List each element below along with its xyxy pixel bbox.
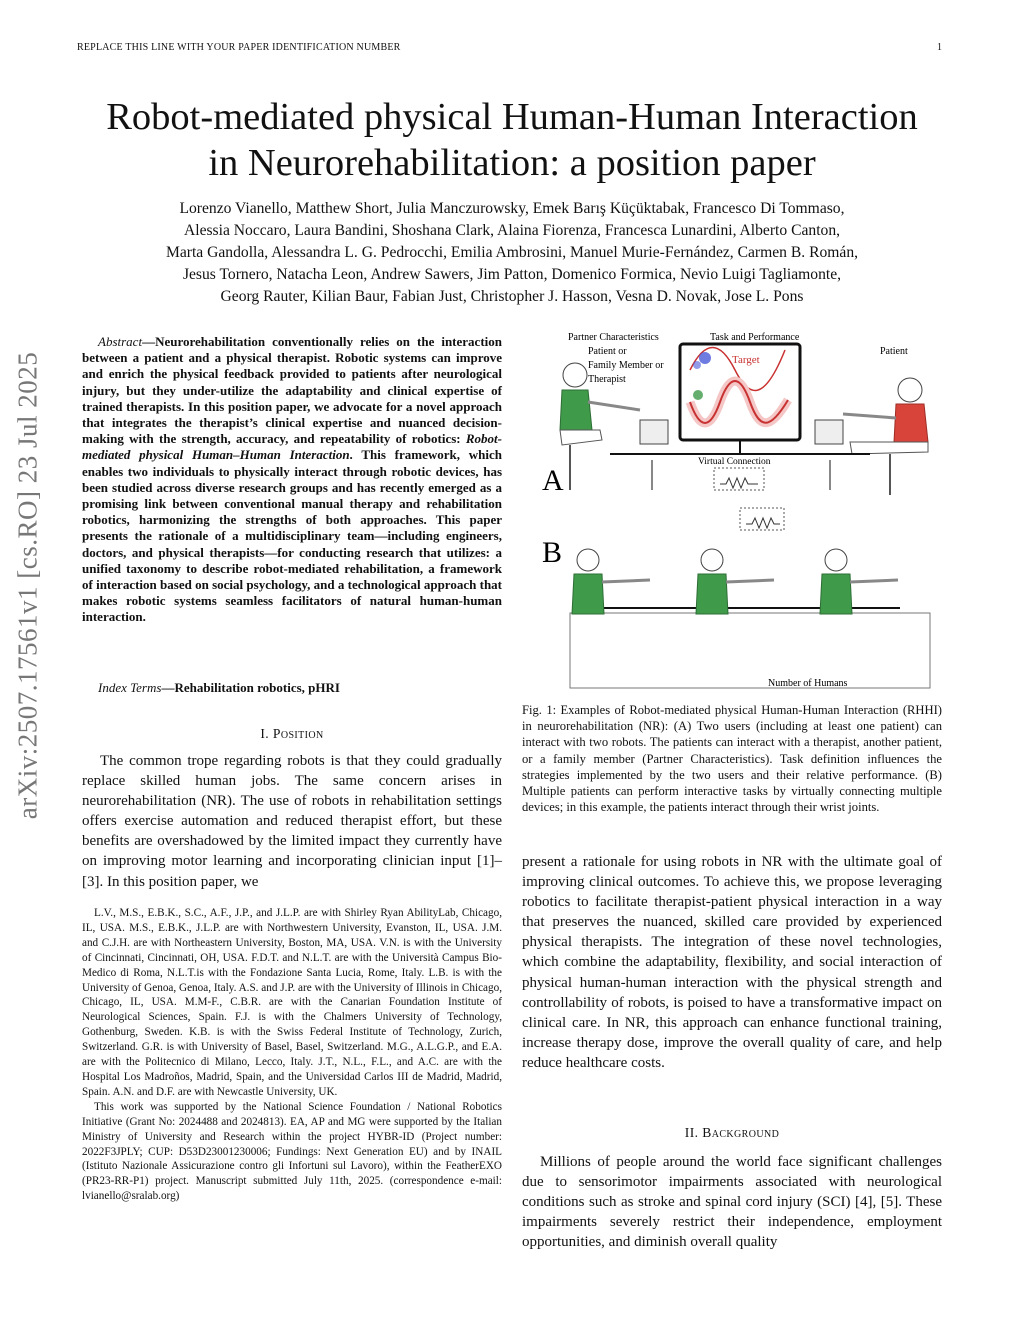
figure-caption: Fig. 1: Examples of Robot-mediated physical Human-Human Interaction (RHHI) in neurorehabilitation (NR): (A) Two users (including at least one patient) can interact with two robots. The patients can interact with a therapist, another patient, or a family member (Partner Characteristics). Task definition influences the strategies implemented by the two users and their relative performance. (B) Multiple patients can perform interactive tasks by virtually connecting multiple devices; in this example, the patients interact through their wrist joints.: [522, 703, 942, 815]
label-partner-family: Family Member or: [588, 360, 664, 371]
cursor-green: [693, 390, 703, 400]
author-list: [80, 198, 944, 308]
label-partner-characteristics: Partner Characteristics: [568, 332, 659, 343]
panel-label-b: B: [542, 536, 563, 569]
b-person-3-shirt: [820, 574, 852, 614]
b-person-2-head: [701, 549, 723, 571]
virtual-connection-box: [714, 468, 764, 490]
b-person-2-arm: [726, 580, 774, 582]
author-line: Jesus Tornero, Natacha Leon, Andrew Sawers, Jim Patton, Domenico Formica, Nevio Luigi Tagliamonte,: [182, 266, 842, 283]
right-person-head: [898, 378, 922, 402]
section-number: II.: [684, 1125, 699, 1140]
left-person-head: [563, 363, 587, 387]
left-arm-to-robot: [588, 402, 640, 410]
label-partner-therapist: Therapist: [588, 374, 626, 385]
right-column-paragraph: present a rationale for using robots in NR with the ultimate goal of improving clinical outcomes. To achieve this, we propose leveraging robotics to facilitate therapist-patient physical interaction in a way that preserves the nuanced, skilled care provided by experienced physical therapists. The integration of these novel technologies, which combine the adaptability, flexibility, and social interaction of physical human-human interaction with the physical strength and controllability of robots, is poised to have a transformative impact on clinical care. In NR, this approach can enhance functional training, increase therapy dose, improve the overall quality of care, and help reduce healthcare costs.: [522, 854, 942, 1071]
left-person-legs: [560, 430, 602, 445]
cursor-blue-trail: [693, 361, 701, 369]
title-line-2: in Neurorehabilitation: a position paper: [208, 142, 816, 184]
footnote-funding: This work was supported by the National Science Foundation / National Robotics Initiative (Grant No: 2024488 and 2024813). EA, AP and MG were supported by the Italian Ministry of University and Research within the project HYBR-ID (Project number: 2022F3JPLY; CUP: D53D23001230006; Fundings: Next Generation EU) and by INAIL (Istituto Nazionale Assicurazione contro gli Infortuni sul Lavoro), within the FeatherEXO (PR23-RR-P1) project. Manuscript submitted July 11th, 2025. (correspondence e-mail: lvianello@sralab.org): [82, 1100, 502, 1203]
index-terms-text: —Rehabilitation robotics, pHRI: [161, 680, 340, 695]
abstract-text: —Neurorehabilitation conventionally relies on the interaction between a patient and a physical therapist. Robotic systems can improve and enrich the physical feedback provided to patients after neurological injury, but they under-utilize the adaptability and clinical expertise of trained therapists. In this position paper, we advocate for a novel approach that integrates the therapist’s clinical expertise and nuanced decision-making with the strength, accuracy, and repeatability of robotics:: [82, 334, 502, 447]
b-person-1-arm: [602, 580, 650, 582]
section-heading-background: [522, 1125, 942, 1141]
title-line-1: Robot-mediated physical Human-Human Interaction: [106, 96, 918, 138]
label-virtual-connection: Virtual Connection: [698, 457, 771, 467]
left-person-shirt: [560, 390, 592, 430]
page-number: 1: [937, 42, 943, 53]
author-line: Georg Rauter, Kilian Baur, Fabian Just, Christopher J. Hasson, Vesna D. Novak, Jose L. Pons: [220, 288, 804, 305]
author-line: Alessia Noccaro, Laura Bandini, Shoshana Clark, Alaina Fiorenza, Francesca Lunardini, Alberto Canton,: [183, 222, 841, 239]
footnotes: [82, 906, 502, 1204]
section-title: Background: [702, 1125, 780, 1140]
b-person-1-head: [577, 549, 599, 571]
panel-b-frame: [570, 613, 930, 688]
abstract-emphasis: Robot-mediated physical Human–Human Interaction: [82, 431, 502, 463]
b-person-3-arm: [850, 580, 898, 582]
b-person-3-head: [825, 549, 847, 571]
index-terms-label: Index Terms: [98, 680, 162, 695]
section-1-paragraph: The common trope regarding robots is that they could gradually replace skilled human jobs. The same concern arises in neurorehabilitation (NR). The use of robots in rehabilitation settings offers exercise automation and reduced therapist effort, but these benefits are overshadowed by the limited impact they currently have on improving motor learning and incorporating clinician input [1]–[3]. In this position paper, we: [82, 753, 502, 890]
label-target: Target: [732, 354, 760, 366]
figure-1: [540, 330, 950, 690]
label-task-performance: Task and Performance: [710, 332, 800, 343]
label-partner-patient: Patient or: [588, 346, 627, 357]
b-person-2-shirt: [696, 574, 728, 614]
section-title: Position: [272, 726, 324, 741]
section-heading-position: [82, 726, 502, 742]
right-robot: [815, 420, 843, 444]
right-arm-to-robot: [843, 414, 896, 418]
running-header: REPLACE THIS LINE WITH YOUR PAPER IDENTIFICATION NUMBER: [77, 42, 401, 53]
virtual-connection-box-b: [740, 508, 784, 530]
b-person-1-shirt: [572, 574, 604, 614]
cursor-blue: [699, 352, 711, 364]
label-patient: Patient: [880, 346, 908, 357]
author-line: Lorenzo Vianello, Matthew Short, Julia Manczurowsky, Emek Barış Küçüktabak, Francesco Di Tommaso,: [179, 200, 845, 217]
abstract-text-cont: . This framework, which enables two individuals to physically interact through robotic devices, has been studied across diverse research groups and has recently emerged as a promising link between conventional manual therapy and rehabilitation robotics, harmonizing the strengths of both approaches. This paper presents the rationale of a multidisciplinary team—including engineers, doctors, and physical therapists—for conducting research that utilizes: a unified taxonomy to describe robot-mediated rehabilitation, a framework of interaction based on social psychology, and a technological approach that makes robotic systems seamless facilitators of natural human-human interaction.: [82, 447, 502, 625]
author-line: Marta Gandolla, Alessandra L. G. Pedrocchi, Emilia Ambrosini, Manuel Murie-Fernández, Carmen B. Román,: [165, 244, 859, 261]
section-number: I.: [260, 726, 270, 741]
abstract-label: Abstract: [98, 334, 143, 349]
label-number-of-humans: Number of Humans: [768, 678, 848, 689]
arxiv-stamp: arXiv:2507.17561v1 [cs.RO] 23 Jul 2025: [12, 351, 43, 820]
left-robot: [640, 420, 668, 444]
index-terms: [82, 680, 502, 696]
paper-title: [60, 94, 964, 186]
right-person-legs: [850, 442, 928, 454]
right-person-shirt: [894, 404, 928, 442]
section-2-paragraph: Millions of people around the world face significant challenges due to sensorimotor impairments associated with neurological conditions such as stroke and spinal cord injury (SCI) [4], [5]. These impairments severely restrict their independence, employment opportunities, and diminish overall quality: [522, 1154, 942, 1251]
abstract: [82, 334, 502, 626]
footnote-affiliations: L.V., M.S., E.B.K., S.C., A.F., J.P., and J.L.P. are with Shirley Ryan AbilityLab, Chicago, IL, USA. M.S., E.B.K., J.L.P. are with Northwestern University, Evanston, IL, USA. J.M. and C.J.H. are with Northeastern University, Boston, MA, USA. V.N. is with the University of Cincinnati, Cincinnati, OH, USA. F.D.T. and N.L.T. are with the Università Campus Bio-Medico di Roma, N.L.T.is with the Fondazione Santa Lucia, Rome, Italy. L.B. is with the University of Genoa, Genoa, Italy. A.S. and J.P. are with the University of Illinois in Chicago, Chicago, IL, USA. M.M-F., C.B.R. are with the Canarian Foundation Institute of Neurological Sciences, Spain. F.J. is with the Chalmers University of Technology, Gothenburg, Sweden. K.B. is with the Swiss Federal Institute of Technology, Zurich, Switzerland. G.R. is with University of Basel, Basel, Switzerland. M.G., A.L.G.P., and E.A. are with the Politecnico di Milano, Lecco, Italy. J.T., N.L., F.L., and A.C. are with the Hospital Los Madroños, Madrid, Spain, and the Universidad Carlos III de Madrid, Madrid, Spain. A.N. and D.F. are with Newcastle University, UK.: [82, 907, 502, 1098]
panel-label-a: A: [542, 464, 564, 497]
